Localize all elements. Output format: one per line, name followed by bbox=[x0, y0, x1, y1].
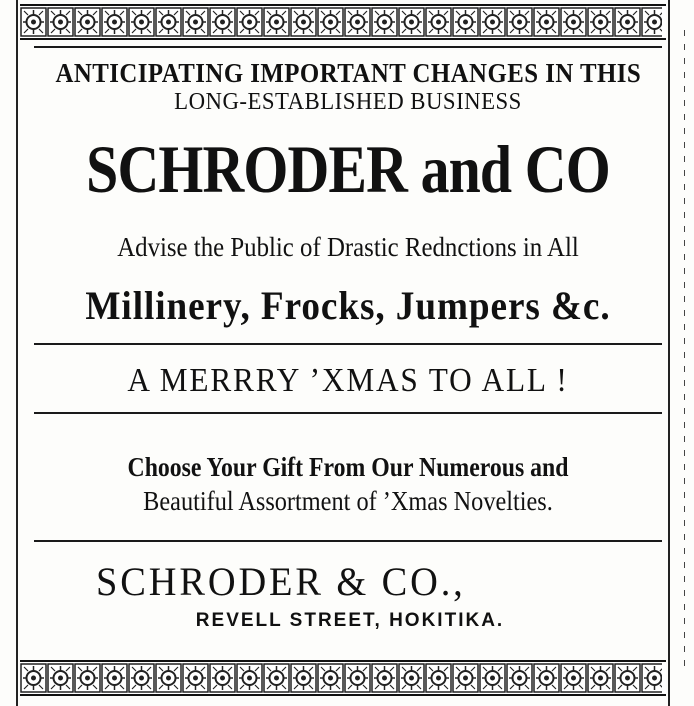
advise-line: Advise the Public of Drastic Rednctions in All bbox=[117, 232, 579, 262]
address-line: REVELL STREET, HOKITIKA. bbox=[195, 610, 505, 631]
headline-line-2: LONG-ESTABLISHED BUSINESS bbox=[174, 89, 522, 115]
headline-line-1: ANTICIPATING IMPORTANT CHANGES IN THIS bbox=[55, 58, 642, 88]
divider-rule-2 bbox=[34, 412, 662, 414]
ornamental-border-top bbox=[20, 4, 666, 40]
frame-left-border bbox=[16, 0, 18, 706]
divider-rule-1 bbox=[34, 343, 662, 345]
xmas-greeting: A MERRRY ’XMAS TO ALL ! bbox=[127, 362, 569, 399]
ornament-pattern-icon bbox=[20, 662, 662, 694]
frame-outer-dashed-border bbox=[684, 30, 685, 670]
top-rule bbox=[34, 46, 662, 48]
ornamental-border-bottom bbox=[20, 660, 666, 696]
gift-line-2: Beautiful Assortment of ’Xmas Novelties. bbox=[143, 486, 553, 516]
divider-rule-3 bbox=[34, 540, 662, 542]
signature-company: SCHRODER & CO., bbox=[96, 559, 466, 604]
company-name-heading: SCHRODER and CO bbox=[86, 131, 610, 207]
products-line: Millinery, Frocks, Jumpers &c. bbox=[85, 283, 611, 328]
ornament-pattern-icon bbox=[20, 6, 662, 38]
frame-right-border bbox=[668, 0, 670, 706]
gift-line-1: Choose Your Gift From Our Numerous and bbox=[127, 452, 569, 482]
